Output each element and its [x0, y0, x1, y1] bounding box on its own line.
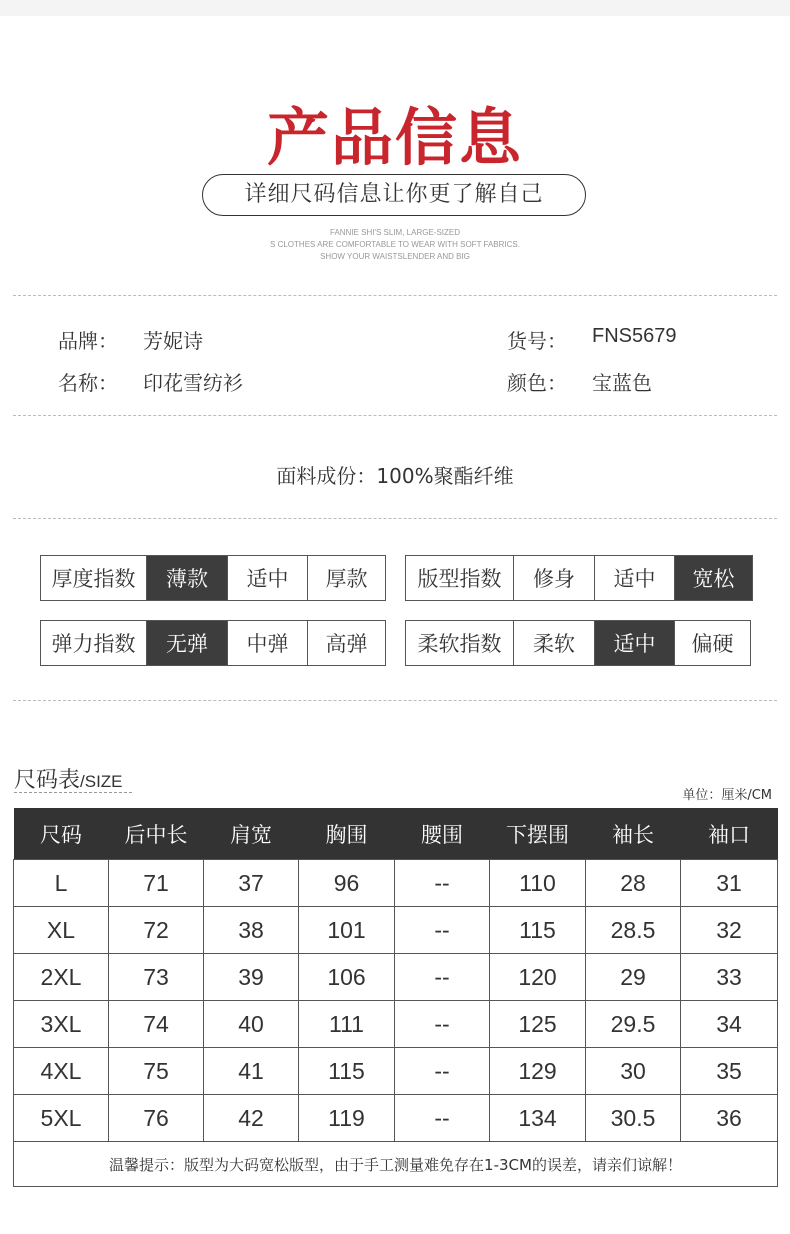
table-cell: 40	[204, 1001, 299, 1048]
sku-value: FNS5679	[592, 325, 677, 347]
table-cell: 125	[490, 1001, 586, 1048]
table-cell: --	[395, 954, 490, 1001]
table-cell: 37	[204, 860, 299, 907]
size-chart-title-en: /SIZE	[80, 772, 123, 791]
table-cell: 35	[681, 1048, 778, 1095]
table-cell: --	[395, 907, 490, 954]
table-cell: --	[395, 1095, 490, 1142]
column-header: 肩宽	[204, 808, 299, 860]
name-label: 名称：	[58, 371, 118, 395]
note-row	[14, 1142, 778, 1187]
table-cell: 76	[109, 1095, 204, 1142]
table-cell: 5XL	[14, 1095, 109, 1142]
table-cell: --	[395, 860, 490, 907]
table-cell: 33	[681, 954, 778, 1001]
color-label: 颜色：	[507, 371, 567, 395]
index-option: 适中	[594, 556, 674, 600]
unit-label: 单位：厘米/CM	[682, 788, 772, 803]
divider	[13, 700, 777, 701]
size-note: 温馨提示：版型为大码宽松版型，由于手工测量难免存在1-3CM的误差，请亲们谅解！	[14, 1142, 778, 1187]
table-cell: 3XL	[14, 1001, 109, 1048]
table-cell: 30.5	[586, 1095, 681, 1142]
index-option-selected: 适中	[594, 621, 674, 665]
table-cell: 30	[586, 1048, 681, 1095]
table-cell: 39	[204, 954, 299, 1001]
table-cell: 34	[681, 1001, 778, 1048]
table-cell: 129	[490, 1048, 586, 1095]
top-strip	[0, 0, 790, 16]
table-header-row	[14, 808, 778, 860]
index-label: 弹力指数	[51, 632, 136, 656]
table-cell: 74	[109, 1001, 204, 1048]
sku-field	[507, 325, 677, 354]
table-cell: L	[14, 860, 109, 907]
index-fit	[405, 555, 753, 601]
size-chart-title	[14, 763, 123, 794]
table-cell: 119	[299, 1095, 395, 1142]
table-cell: 38	[204, 907, 299, 954]
table-cell: 101	[299, 907, 395, 954]
table-row	[14, 1095, 778, 1142]
index-option: 中弹	[227, 621, 307, 665]
table-cell: --	[395, 1048, 490, 1095]
divider	[13, 415, 777, 416]
table-cell: 120	[490, 954, 586, 1001]
table-cell: 41	[204, 1048, 299, 1095]
table-cell: 111	[299, 1001, 395, 1048]
tagline-line-2: S CLOTHES ARE COMFORTABLE TO WEAR WITH SOFT FABRICS.	[270, 240, 520, 249]
column-header: 胸围	[299, 808, 395, 860]
table-row	[14, 1001, 778, 1048]
table-cell: 31	[681, 860, 778, 907]
name-field	[58, 367, 243, 396]
table-cell: 36	[681, 1095, 778, 1142]
index-option: 偏硬	[674, 621, 750, 665]
size-chart-title-cn: 尺码表	[14, 768, 81, 793]
table-cell: 42	[204, 1095, 299, 1142]
divider	[13, 518, 777, 519]
table-cell: XL	[14, 907, 109, 954]
index-option-selected: 无弹	[146, 621, 227, 665]
table-cell: 29	[586, 954, 681, 1001]
table-cell: 110	[490, 860, 586, 907]
index-thickness	[40, 555, 386, 601]
index-option-selected: 薄款	[146, 556, 227, 600]
index-option: 修身	[513, 556, 594, 600]
table-cell: 71	[109, 860, 204, 907]
column-header: 后中长	[109, 808, 204, 860]
table-cell: 115	[490, 907, 586, 954]
table-cell: 96	[299, 860, 395, 907]
divider	[13, 295, 777, 296]
size-table	[13, 808, 778, 1187]
index-label: 柔软指数	[417, 632, 502, 656]
index-softness	[405, 620, 751, 666]
title-underline	[14, 792, 132, 793]
brand-value: 芳妮诗	[143, 329, 203, 353]
index-option: 厚款	[307, 556, 385, 600]
table-row	[14, 1048, 778, 1095]
name-value: 印花雪纺衫	[143, 371, 243, 395]
index-option: 适中	[227, 556, 307, 600]
sku-label: 货号：	[507, 329, 567, 353]
table-cell: 106	[299, 954, 395, 1001]
table-cell: 73	[109, 954, 204, 1001]
table-row	[14, 860, 778, 907]
column-header: 袖长	[586, 808, 681, 860]
brand-field	[58, 325, 203, 354]
table-cell: 28	[586, 860, 681, 907]
brand-label: 品牌：	[58, 329, 118, 353]
index-option-selected: 宽松	[674, 556, 752, 600]
tagline-line-3: SHOW YOUR WAISTSLENDER AND BIG	[320, 252, 470, 261]
column-header: 袖口	[681, 808, 778, 860]
table-cell: 28.5	[586, 907, 681, 954]
tagline-line-1: FANNIE SHI'S SLIM, LARGE-SIZED	[330, 228, 460, 237]
index-option: 高弹	[307, 621, 385, 665]
table-cell: 29.5	[586, 1001, 681, 1048]
table-cell: 32	[681, 907, 778, 954]
table-cell: 4XL	[14, 1048, 109, 1095]
subtitle-pill: 详细尺码信息让你更了解自己	[202, 174, 586, 216]
table-row	[14, 907, 778, 954]
column-header: 腰围	[395, 808, 490, 860]
table-cell: --	[395, 1001, 490, 1048]
table-row	[14, 954, 778, 1001]
table-cell: 115	[299, 1048, 395, 1095]
index-option: 柔软	[513, 621, 594, 665]
index-elasticity	[40, 620, 386, 666]
table-cell: 2XL	[14, 954, 109, 1001]
fabric-composition: 面料成份：100%聚酯纤维	[276, 464, 514, 488]
column-header: 尺码	[14, 808, 109, 860]
color-field	[507, 367, 652, 396]
column-header: 下摆围	[490, 808, 586, 860]
index-label: 厚度指数	[51, 567, 136, 591]
table-cell: 134	[490, 1095, 586, 1142]
color-value: 宝蓝色	[592, 371, 652, 395]
index-label: 版型指数	[417, 567, 502, 591]
page-title: 产品信息	[266, 101, 523, 174]
table-cell: 75	[109, 1048, 204, 1095]
english-tagline	[0, 227, 790, 263]
table-cell: 72	[109, 907, 204, 954]
